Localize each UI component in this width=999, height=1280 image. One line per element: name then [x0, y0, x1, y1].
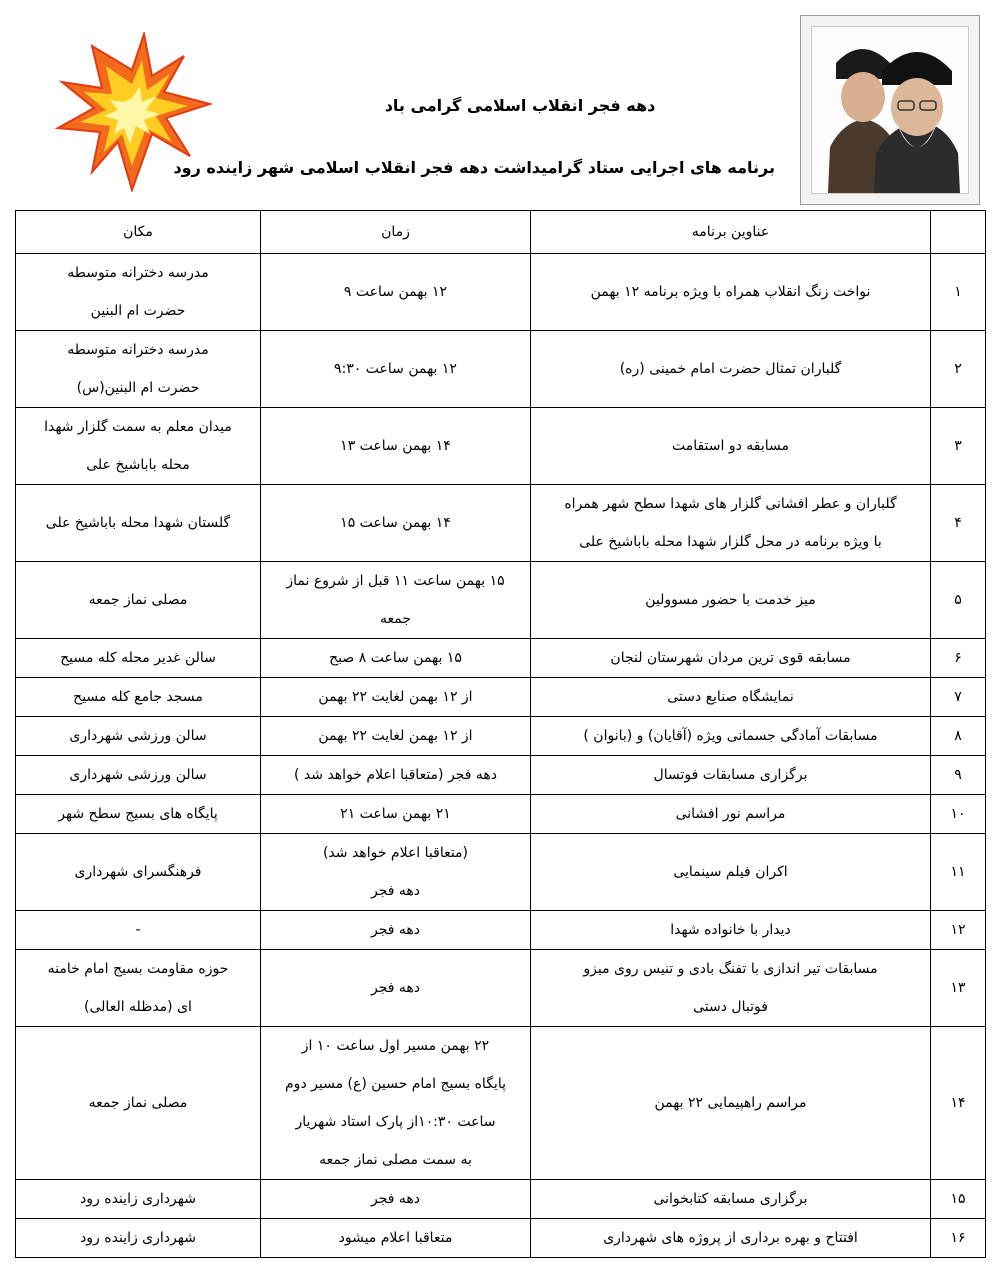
program-time: دهه فجر [261, 1180, 531, 1219]
program-time: ۱۴ بهمن ساعت ۱۵ [261, 485, 531, 562]
program-place: مصلی نماز جمعه [16, 1027, 261, 1180]
row-number: ۵ [931, 562, 986, 639]
cell-line: جمعه [379, 611, 411, 627]
cell-line: فوتبال دستی [693, 999, 768, 1015]
program-title: برگزاری مسابقه کتابخوانی [531, 1180, 931, 1219]
table-row [16, 1180, 986, 1219]
row-number: ۲ [931, 331, 986, 408]
program-title: مراسم نور افشانی [531, 795, 931, 834]
row-number: ۸ [931, 717, 986, 756]
program-place: پایگاه های بسیج سطح شهر [16, 795, 261, 834]
program-place: - [16, 911, 261, 950]
program-place: فرهنگسرای شهرداری [16, 834, 261, 911]
program-time: ۱۲ بهمن ساعت ۹ [261, 254, 531, 331]
program-time: ۲۱ بهمن ساعت ۲۱ [261, 795, 531, 834]
table-header-row [16, 211, 986, 254]
page-header [0, 0, 999, 210]
cell-line: گلباران و عطر افشانی گلزار های شهدا سطح شهر همراه [564, 496, 897, 512]
program-place [16, 408, 261, 485]
cell-line: (متعاقبا اعلام خواهد شد) [322, 845, 469, 861]
table-row [16, 717, 986, 756]
program-place: گلستان شهدا محله باباشیخ علی [16, 485, 261, 562]
row-number: ۱۶ [931, 1219, 986, 1258]
program-title: نواخت زنگ انقلاب همراه با ویژه برنامه ۱۲ بهمن [531, 254, 931, 331]
program-time: از ۱۲ بهمن لغایت ۲۲ بهمن [261, 678, 531, 717]
program-time: از ۱۲ بهمن لغایت ۲۲ بهمن [261, 717, 531, 756]
program-time: ۱۵ بهمن ساعت ۸ صبح [261, 639, 531, 678]
leaders-portrait [800, 15, 980, 205]
cell-line: ۱۵ بهمن ساعت ۱۱ قبل از شروع نماز [286, 573, 505, 589]
program-time: ۱۴ بهمن ساعت ۱۳ [261, 408, 531, 485]
cell-line: مدرسه دخترانه متوسطه [67, 265, 209, 281]
row-number: ۱ [931, 254, 986, 331]
table-row [16, 408, 986, 485]
program-time [261, 562, 531, 639]
program-place: شهرداری زاینده رود [16, 1219, 261, 1258]
header-title: دهه فجر انقلاب اسلامی گرامی باد [384, 96, 656, 115]
program-table [15, 210, 986, 1258]
program-title [531, 485, 931, 562]
table-row [16, 639, 986, 678]
program-title [531, 950, 931, 1027]
cell-line: مدرسه دخترانه متوسطه [67, 342, 209, 358]
program-place: مسجد جامع کله مسیح [16, 678, 261, 717]
cell-line: ای (مدظله العالی) [84, 999, 192, 1015]
table-row [16, 562, 986, 639]
row-number: ۱۴ [931, 1027, 986, 1180]
program-title: میز خدمت با حضور مسوولین [531, 562, 931, 639]
program-title: اکران فیلم سینمایی [531, 834, 931, 911]
header-title: عناوین برنامه [531, 211, 931, 254]
program-place [16, 950, 261, 1027]
program-title: مراسم راهپیمایی ۲۲ بهمن [531, 1027, 931, 1180]
program-time [261, 1027, 531, 1180]
cell-line: ۲۲ بهمن مسیر اول ساعت ۱۰ از [301, 1038, 490, 1054]
program-title: افتتاح و بهره برداری از پروژه های شهرداری [531, 1219, 931, 1258]
table-row [16, 1219, 986, 1258]
table-row [16, 795, 986, 834]
program-time: دهه فجر [261, 950, 531, 1027]
program-time: ۱۲ بهمن ساعت ۹:۳۰ [261, 331, 531, 408]
row-number: ۷ [931, 678, 986, 717]
cell-line: با ویژه برنامه در محل گلزار شهدا محله باباشیخ علی [579, 534, 882, 550]
row-number: ۱۵ [931, 1180, 986, 1219]
row-number: ۶ [931, 639, 986, 678]
table-row [16, 950, 986, 1027]
program-title: مسابقه قوی ترین مردان شهرستان لنجان [531, 639, 931, 678]
table-row [16, 331, 986, 408]
cell-line: ساعت ۱۰:۳۰از پارک استاد شهریار [295, 1114, 496, 1130]
cell-line: دهه فجر [370, 883, 421, 899]
program-title: دیدار با خانواده شهدا [531, 911, 931, 950]
table-row [16, 678, 986, 717]
program-place: سالن ورزشی شهرداری [16, 717, 261, 756]
program-place [16, 331, 261, 408]
table-row [16, 911, 986, 950]
program-place: سالن غدیر محله کله مسیح [16, 639, 261, 678]
cell-line: حضرت ام البنین [90, 303, 186, 319]
header-number [931, 211, 986, 254]
header-place: مکان [16, 211, 261, 254]
row-number: ۱۱ [931, 834, 986, 911]
program-place: شهرداری زاینده رود [16, 1180, 261, 1219]
program-place [16, 254, 261, 331]
program-time [261, 834, 531, 911]
program-title: نمایشگاه صنایع دستی [531, 678, 931, 717]
cell-line: محله باباشیخ علی [86, 457, 190, 473]
table-row [16, 254, 986, 331]
row-number: ۹ [931, 756, 986, 795]
program-time: دهه فجر (متعاقبا اعلام خواهد شد ) [261, 756, 531, 795]
program-time: متعاقبا اعلام میشود [261, 1219, 531, 1258]
program-time: دهه فجر [261, 911, 531, 950]
table-row [16, 834, 986, 911]
cell-line: میدان معلم به سمت گلزار شهدا [44, 419, 232, 435]
program-title: مسابقه دو استقامت [531, 408, 931, 485]
row-number: ۱۳ [931, 950, 986, 1027]
header-time: زمان [261, 211, 531, 254]
program-place: سالن ورزشی شهرداری [16, 756, 261, 795]
cell-line: به سمت مصلی نماز جمعه [319, 1152, 472, 1168]
row-number: ۴ [931, 485, 986, 562]
table-row [16, 1027, 986, 1180]
table-row [16, 485, 986, 562]
header-subtitle: برنامه های اجرایی ستاد گرامیداشت دهه فجر انقلاب اسلامی شهر زاینده رود [173, 158, 775, 177]
program-title: مسابقات آمادگی جسمانی ویژه (آقایان) و (بانوان ) [531, 717, 931, 756]
program-title: برگزاری مسابقات فوتسال [531, 756, 931, 795]
portrait-image [812, 27, 968, 193]
cell-line: حوزه مقاومت بسیج امام خامنه [47, 961, 229, 977]
row-number: ۱۲ [931, 911, 986, 950]
program-place: مصلی نماز جمعه [16, 562, 261, 639]
program-title: گلباران تمثال حضرت امام خمینی (ره) [531, 331, 931, 408]
row-number: ۱۰ [931, 795, 986, 834]
cell-line: حضرت ام البنین(س) [76, 380, 200, 396]
row-number: ۳ [931, 408, 986, 485]
cell-line: پایگاه بسیج امام حسین (ع) مسیر دوم [285, 1076, 506, 1092]
table-row [16, 756, 986, 795]
cell-line: مسابقات تیر اندازی با تفنگ بادی و تنیس روی میزو [583, 961, 878, 977]
